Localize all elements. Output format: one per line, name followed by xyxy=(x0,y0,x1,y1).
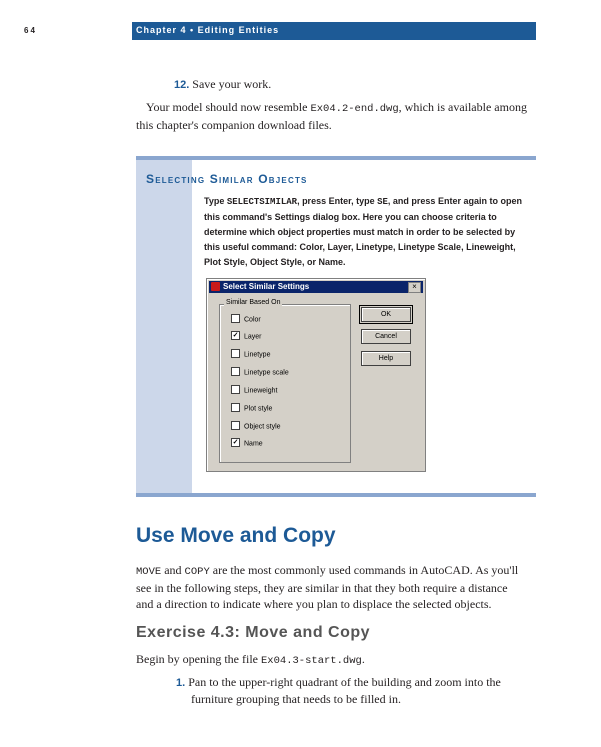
resemble-paragraph xyxy=(136,99,536,133)
filename: Ex04.3-start.dwg xyxy=(260,655,362,667)
checkbox[interactable] xyxy=(231,349,240,358)
option-label: Lineweight xyxy=(244,387,278,395)
option-layer[interactable] xyxy=(231,332,262,344)
select-similar-dialog xyxy=(206,278,426,472)
ok-button[interactable]: OK xyxy=(361,307,411,322)
group-label: Similar Based On xyxy=(226,299,281,306)
cancel-button[interactable]: Cancel xyxy=(361,329,411,344)
checkbox[interactable] xyxy=(231,403,240,412)
section-heading: Use Move and Copy xyxy=(136,524,336,547)
checkbox[interactable]: ✓ xyxy=(232,439,239,446)
autocad-app-icon xyxy=(211,282,220,291)
option-linetype[interactable] xyxy=(231,350,270,362)
dialog-title-bar xyxy=(209,281,423,293)
sidebar-text: , press Enter, type xyxy=(297,196,378,206)
option-lineweight[interactable] xyxy=(231,386,277,398)
step-12 xyxy=(174,76,271,93)
option-label: Name xyxy=(244,440,263,448)
option-linetype-scale[interactable] xyxy=(231,368,289,380)
move-copy-paragraph xyxy=(136,562,536,612)
option-color[interactable] xyxy=(231,315,261,327)
sidebar-text: , and press Enter again to open this command's Settings dialog box. Here you can choose criteria to determine which object properties must match in order to be selected by this useful command: Color, Layer, Linetype, Linetype Scale, Lineweight, Plot Style, Object Style, or Name. xyxy=(204,196,522,267)
para-text: and xyxy=(161,563,185,577)
step-text: furniture grouping that needs to be filled in. xyxy=(191,692,401,706)
para-text: and a direction to indicate where you plan to displace the selected objects. xyxy=(136,597,492,611)
step-text: Pan to the upper-right quadrant of the building and zoom into the xyxy=(188,675,501,689)
para-text: , which is available among xyxy=(398,100,527,114)
step-number: 1. xyxy=(176,677,186,689)
option-label: Object style xyxy=(244,423,281,431)
sidebar-stripe xyxy=(136,160,192,493)
option-label: Color xyxy=(244,316,261,324)
dialog-title: Select Similar Settings xyxy=(223,282,310,291)
command-name: SELECTSIMILAR xyxy=(226,197,298,207)
close-icon[interactable]: × xyxy=(408,282,421,293)
sidebar-box xyxy=(136,156,536,497)
option-label: Linetype xyxy=(244,351,271,359)
option-label: Linetype scale xyxy=(244,369,289,377)
option-label: Plot style xyxy=(244,405,273,413)
checkbox[interactable] xyxy=(231,421,240,430)
command-name: COPY xyxy=(184,566,210,578)
step-text: Save your work. xyxy=(192,77,272,91)
chapter-title: Chapter 4 • Editing Entities xyxy=(136,25,280,35)
para-text: . xyxy=(361,652,365,666)
para-text: see in the following steps, they are similar in that they both require a distance xyxy=(136,581,508,595)
exercise-heading: Exercise 4.3: Move and Copy xyxy=(136,624,371,641)
para-text: this chapter's companion download files. xyxy=(136,118,332,132)
para-text: are the most commonly used commands in AutoCAD. As you'll xyxy=(209,563,519,577)
filename: Ex04.2-end.dwg xyxy=(310,103,399,115)
checkbox[interactable]: ✓ xyxy=(232,332,239,339)
begin-paragraph xyxy=(136,651,536,669)
checkbox[interactable] xyxy=(231,385,240,394)
option-plot-style[interactable] xyxy=(231,404,272,416)
sidebar-top-rule xyxy=(136,156,536,160)
option-name[interactable] xyxy=(231,439,263,451)
step-1 xyxy=(176,674,536,707)
chapter-header-bar xyxy=(132,22,536,40)
checkbox[interactable] xyxy=(231,314,240,323)
page-number: 64 xyxy=(24,26,37,35)
sidebar-bottom-rule xyxy=(136,493,536,497)
sidebar-text: Type xyxy=(204,196,227,206)
checkbox[interactable] xyxy=(231,367,240,376)
sidebar-title: Selecting Similar Objects xyxy=(146,172,308,186)
sidebar-body xyxy=(204,194,528,270)
help-button[interactable]: Help xyxy=(361,351,411,366)
command-name: MOVE xyxy=(136,566,162,578)
para-text: Your model should now resemble xyxy=(146,100,311,114)
step-number: 12. xyxy=(174,79,190,91)
command-name: SE xyxy=(377,197,388,207)
para-text: Begin by opening the file xyxy=(136,652,261,666)
option-object-style[interactable] xyxy=(231,422,281,434)
option-label: Layer xyxy=(244,333,262,341)
